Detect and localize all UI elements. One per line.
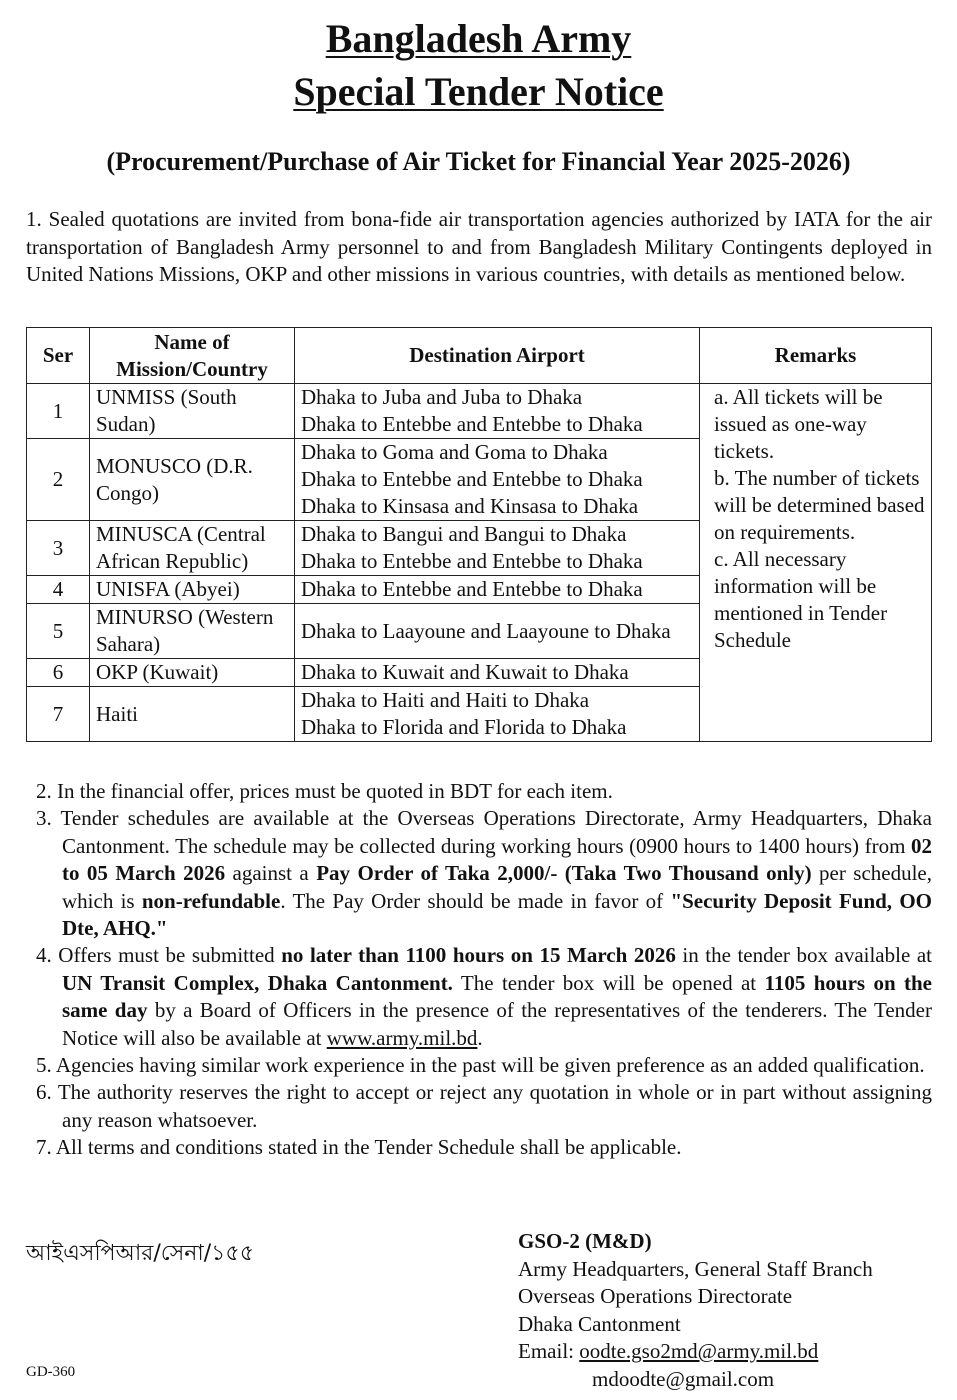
mission-cell: UNISFA (Abyei)	[90, 576, 295, 604]
destination-line: Dhaka to Entebbe and Entebbe to Dhaka	[301, 467, 643, 491]
destination-line: Dhaka to Entebbe and Entebbe to Dhaka	[301, 412, 643, 436]
destination-cell	[295, 576, 700, 604]
condition-item-6: 6. The authority reserves the right to accept or reject any quotation in whole or in part without assigning any reason whatsoever.	[36, 1080, 932, 1132]
destination-line: Dhaka to Bangui and Bangui to Dhaka	[301, 522, 627, 546]
org-line-3: Dhaka Cantonment	[518, 1311, 681, 1336]
email-link-primary[interactable]: oodte.gso2md@army.mil.bd	[579, 1339, 819, 1363]
ser-cell: 6	[27, 659, 90, 687]
schedule-dates: 02 to 05 March 2026	[62, 833, 932, 886]
destination-line: Dhaka to Juba and Juba to Dhaka	[301, 385, 583, 409]
remarks-cell	[700, 384, 932, 742]
destination-cell	[295, 687, 700, 742]
mission-cell: Haiti	[90, 687, 295, 742]
intro-paragraph: 1. Sealed quotations are invited from bona-fide air transportation agencies authorized by IATA for the air transportation of Bangladesh Army personnel to and from Bangladesh Military Contingents deployed in United Nations Missions, OKP and other missions in various countries, with details as mentioned below.	[26, 207, 932, 287]
destination-line: Dhaka to Laayoune and Laayoune to Dhaka	[301, 618, 671, 643]
destination-line: Dhaka to Goma and Goma to Dhaka	[301, 440, 608, 464]
pay-order-payee: "Security Deposit Fund, OO Dte, AHQ."	[62, 888, 932, 941]
mission-cell: UNMISS (South Sudan)	[90, 384, 295, 439]
email-line	[518, 1338, 873, 1366]
destination-line: Dhaka to Entebbe and Entebbe to Dhaka	[301, 577, 643, 601]
condition-text: 4. Offers must be submitted	[36, 943, 282, 968]
tender-box-location: UN Transit Complex, Dhaka Cantonment.	[62, 970, 453, 995]
table-header-row	[27, 328, 932, 384]
email-link-secondary[interactable]: mdoodte@gmail.com	[592, 1366, 775, 1391]
ser-cell: 1	[27, 384, 90, 439]
destination-line: Dhaka to Kinsasa and Kinsasa to Dhaka	[301, 494, 639, 518]
header-remarks: Remarks	[700, 328, 932, 384]
condition-text: per schedule, which is	[62, 861, 932, 913]
submission-deadline: no later than 1100 hours on 15 March 2026	[281, 943, 676, 968]
website-link[interactable]: www.army.mil.bd	[326, 1025, 478, 1050]
signatory-title: GSO-2 (M&D)	[518, 1229, 652, 1253]
conditions-list	[36, 778, 932, 1162]
opening-time: 1105 hours on the same day	[62, 970, 932, 1023]
condition-text: by a Board of Officers in the presence of the representatives of the tenderers. The Tender Notice will also be available at	[62, 998, 932, 1050]
condition-text: .	[477, 1025, 483, 1050]
header-destination: Destination Airport	[295, 328, 700, 384]
condition-text: 3. Tender schedules are available at the Overseas Operations Directorate, Army Headquarters, Dhaka Cantonment. The schedule may be collected during working hours (0900 hours to 1400 hours) from	[36, 806, 932, 858]
destination-line: Dhaka to Haiti and Haiti to Dhaka	[301, 688, 590, 712]
condition-item-7: 7. All terms and conditions stated in the Tender Schedule shall be applicable.	[36, 1135, 682, 1160]
destination-cell	[295, 659, 700, 687]
mission-cell: OKP (Kuwait)	[90, 659, 295, 687]
org-line-1: Army Headquarters, General Staff Branch	[518, 1256, 873, 1281]
condition-text: in the tender box available at	[675, 943, 932, 968]
mission-cell: MONUSCO (D.R. Congo)	[90, 439, 295, 521]
table-row	[27, 384, 932, 439]
destination-cell	[295, 384, 700, 439]
header-ser: Ser	[27, 328, 90, 384]
mission-cell: MINUSCA (Central African Republic)	[90, 521, 295, 576]
destination-cell	[295, 604, 700, 659]
non-refundable-note: non-refundable	[141, 888, 281, 913]
condition-item-4	[36, 942, 932, 1052]
org-line-2: Overseas Operations Directorate	[518, 1284, 793, 1308]
destination-line: Dhaka to Florida and Florida to Dhaka	[301, 715, 627, 739]
pay-order-amount: Pay Order of Taka 2,000/- (Taka Two Thousand only)	[316, 861, 812, 886]
condition-text: The tender box will be opened at	[452, 970, 765, 995]
destination-line: Dhaka to Entebbe and Entebbe to Dhaka	[301, 549, 643, 573]
destination-line: Dhaka to Kuwait and Kuwait to Dhaka	[301, 660, 629, 684]
condition-text: against a	[225, 861, 317, 886]
condition-text: . The Pay Order should be made in favor of	[280, 888, 671, 913]
notice-subject-title: Special Tender Notice	[293, 69, 664, 114]
email-label: Email:	[518, 1339, 580, 1363]
header-mission: Name of Mission/Country	[90, 328, 295, 384]
ser-cell: 4	[27, 576, 90, 604]
condition-item-3	[36, 805, 932, 942]
signature-block	[518, 1228, 873, 1393]
destination-cell	[295, 439, 700, 521]
document-code: GD-360	[26, 1364, 76, 1380]
destination-cell	[295, 521, 700, 576]
ser-cell: 3	[27, 521, 90, 576]
ser-cell: 5	[27, 604, 90, 659]
remark-b: b. The number of tickets will be determined based on requirements.	[714, 466, 925, 544]
ser-cell: 2	[27, 439, 90, 521]
notice-title: Bangladesh Army	[325, 16, 632, 61]
notice-subtitle: (Procurement/Purchase of Air Ticket for Financial Year 2025-2026)	[106, 147, 851, 176]
reference-number: আইএসপিআর/সেনা/১৫৫	[26, 1241, 254, 1266]
condition-item-2: 2. In the financial offer, prices must be quoted in BDT for each item.	[36, 779, 613, 803]
remark-c: c. All necessary information will be mentioned in Tender Schedule	[714, 547, 888, 652]
ser-cell: 7	[27, 687, 90, 742]
remark-a: a. All tickets will be issued as one-way tickets.	[714, 385, 883, 463]
mission-cell: MINURSO (Western Sahara)	[90, 604, 295, 659]
mission-table	[26, 327, 932, 742]
condition-item-5: 5. Agencies having similar work experience in the past will be given preference as an added qualification.	[36, 1053, 925, 1078]
